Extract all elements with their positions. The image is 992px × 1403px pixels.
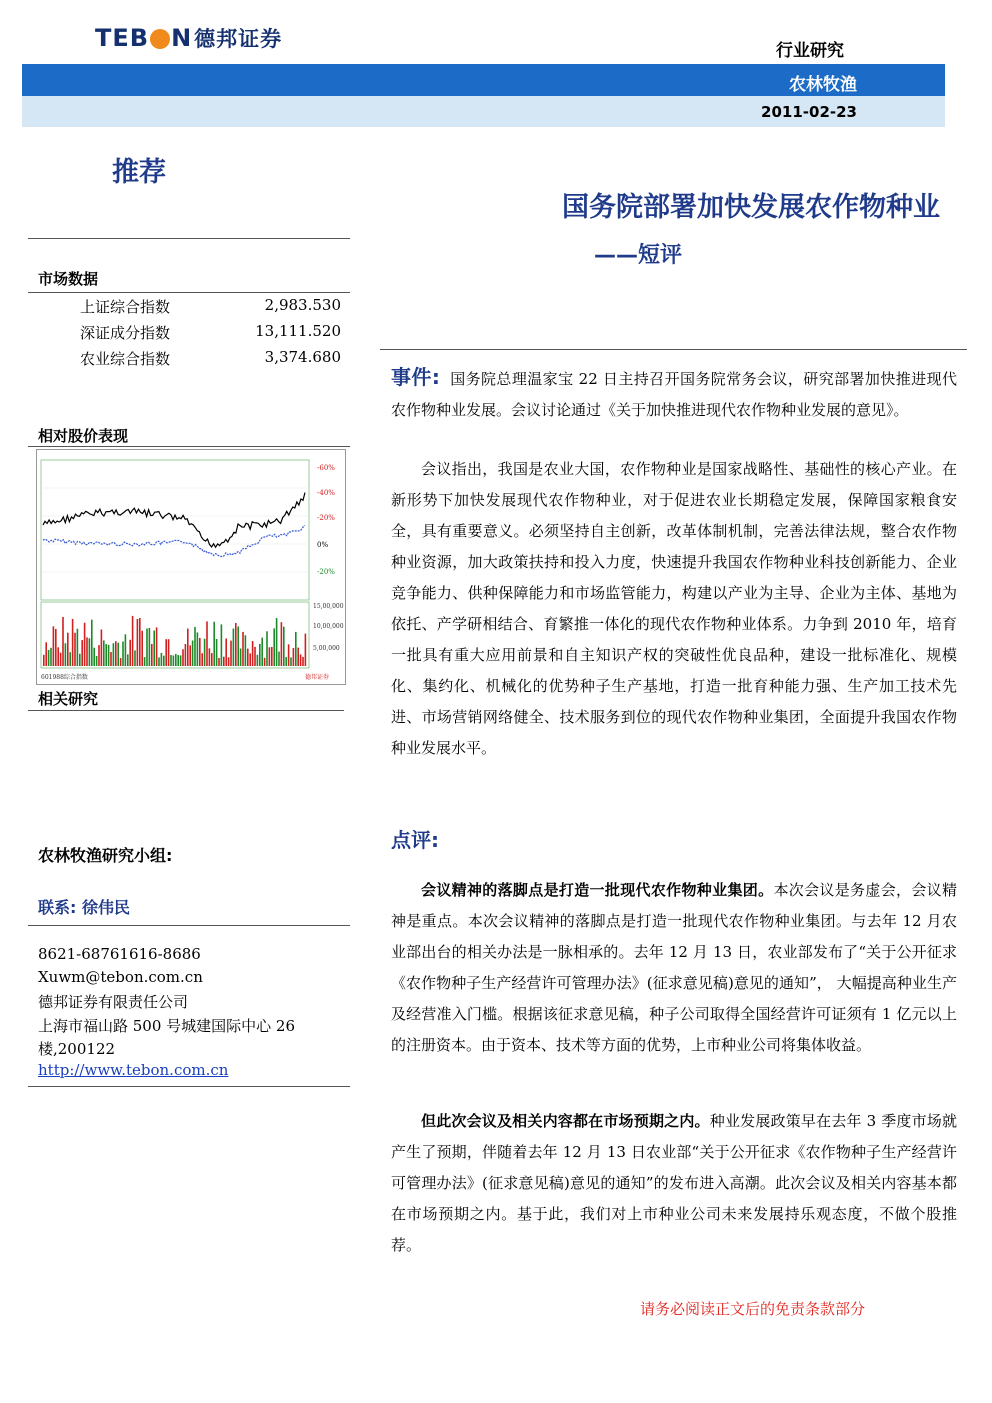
volume-bar — [249, 653, 251, 666]
logo-text-1: TEB — [95, 24, 150, 52]
right-label-5: -20% — [317, 568, 335, 576]
volume-bar — [276, 618, 278, 666]
event-label: 事件: — [391, 365, 440, 389]
divider — [28, 446, 350, 447]
volume-bar — [233, 629, 235, 667]
stock-chart — [36, 449, 346, 685]
volume-bar — [113, 643, 115, 666]
volume-bar — [43, 655, 45, 666]
volume-bar — [48, 650, 50, 666]
volume-bar — [86, 637, 88, 666]
right-label-2: -40% — [317, 489, 335, 497]
volume-bar — [293, 648, 295, 666]
volume-bar — [242, 632, 244, 666]
volume-bar — [81, 640, 83, 666]
relative-performance-title: 相对股价表现 — [38, 427, 129, 445]
volume-bar — [197, 632, 199, 666]
volume-bar — [45, 642, 47, 666]
volume-bar — [101, 630, 103, 667]
report-type: 行业研究 — [776, 41, 844, 61]
divider — [28, 1086, 350, 1087]
volume-bar — [151, 644, 153, 666]
market-name-sz: 深证成分指数 — [80, 324, 171, 342]
volume-bar — [96, 656, 98, 666]
volume-bar — [161, 653, 163, 666]
volume-bar — [144, 657, 146, 666]
volume-bar — [285, 657, 287, 666]
disclaimer-note: 请务必阅读正文后的免责条款部分 — [640, 1300, 866, 1318]
volume-bar — [125, 634, 127, 666]
volume-bar — [273, 628, 275, 666]
market-value-sh: 2,983.530 — [264, 296, 341, 314]
volume-bar — [187, 629, 189, 666]
volume-bar — [53, 626, 55, 666]
volume-bar — [269, 647, 271, 666]
volume-bar — [185, 644, 187, 666]
comment-paragraph-1 — [391, 875, 957, 1061]
volume-bar — [271, 647, 273, 666]
contact-address: 上海市福山路 500 号城建国际中心 26 — [38, 1017, 296, 1035]
volume-bar — [91, 620, 93, 666]
volume-bar — [211, 653, 213, 666]
divider — [28, 710, 344, 711]
volume-bar — [194, 627, 196, 666]
volume-bar — [192, 641, 194, 667]
volume-bar — [189, 645, 191, 666]
volume-bar — [132, 616, 134, 666]
volume-bar — [77, 629, 79, 666]
volume-bar — [254, 647, 256, 666]
related-research-title: 相关研究 — [38, 690, 99, 708]
right-label-3: -20% — [317, 514, 335, 522]
volume-bar — [55, 629, 57, 666]
tebon-logo — [95, 24, 282, 52]
contact-phone: 8621-68761616-8686 — [38, 945, 201, 963]
comment-2-text: 种业发展政策早在去年 3 季度市场就产生了预期，伴随着去年 12 月 13 日农业部“关于公开征求《农作物种子生产经营许可管理办法》(征求意见稿)意见的通知”的发布进入高潮。此次会议及相关内容基本都在市场预期之内。基于此，我们对上市种业公司未来发展持乐观态度，不做个股推荐。 — [391, 1112, 957, 1254]
volume-bar — [257, 655, 259, 666]
volume-bar — [117, 643, 119, 666]
volume-bar — [103, 640, 105, 666]
volume-bar — [120, 658, 122, 666]
volume-bar — [295, 632, 297, 666]
volume-bar — [213, 622, 215, 666]
market-value-agri: 3,374.680 — [264, 348, 341, 366]
volume-bar — [297, 648, 299, 666]
volume-bar — [302, 657, 304, 666]
report-subtitle: ——短评 — [593, 243, 682, 268]
volume-bar — [115, 641, 117, 666]
comment-1-lead: 会议精神的落脚点是打造一批现代农作物种业集团。 — [421, 881, 774, 899]
volume-bar — [247, 649, 249, 666]
volume-bar — [69, 652, 71, 666]
body-paragraph: 会议指出，我国是农业大国，农作物种业是国家战略性、基础性的核心产业。在新形势下加快发展现代农作物种业，对于促进农业长期稳定发展，保障国家粮食安全，具有重要意义。必须坚持自主创新，改革体制机制，完善法律法规，整合农作物种业资源，加大政策扶持和投入力度，快速提升我国农作物种业科技创新能力、企业竞争能力、供种保障能力和市场监管能力，构建以产业为主导、企业为主体、基地为依托、产学研相结合、育繁推一体化的现代农作物种业体系。力争到 2010 年，培育一批具有重大应用前景和自主知识产权的突破性优良品种，建设一批标准化、规模化、集约化、机械化的优势种子生产基地，打造一批育种能力强、生产加工技术先进、市场营销网络健全、技术服务到位的现代农作物种业集团，全面提升我国农作物种业发展水平。 — [391, 460, 957, 757]
volume-bar — [201, 653, 203, 666]
volume-bar — [252, 641, 254, 666]
chart-bottom-left: 601988综合指数 — [41, 674, 88, 681]
volume-bar — [108, 645, 110, 666]
volume-bar — [259, 644, 261, 666]
volume-bar — [149, 628, 151, 666]
divider — [28, 238, 350, 239]
volume-bar — [79, 654, 81, 666]
market-name-agri: 农业综合指数 — [80, 350, 171, 368]
volume-bar — [67, 633, 69, 666]
event-text: 国务院总理温家宝 22 日主持召开国务院常务会议，研究部署加快推进现代农作物种业发展。会议讨论通过《关于加快推进现代农作物种业发展的意见》。 — [391, 370, 957, 419]
divider — [380, 349, 967, 350]
volume-bar — [72, 619, 74, 666]
volume-bar — [221, 624, 223, 666]
volume-bar — [141, 631, 143, 666]
volume-bar — [288, 644, 290, 666]
volume-bar — [163, 656, 165, 666]
volume-bar — [134, 650, 136, 666]
volume-bar — [129, 640, 131, 666]
volume-bar — [110, 652, 112, 666]
divider — [28, 925, 350, 926]
chart-bottom-right: 德邦证券 — [305, 674, 330, 681]
comment-2-lead: 但此次会议及相关内容都在市场预期之内。 — [421, 1112, 710, 1130]
volume-bar — [158, 657, 160, 666]
volume-bar — [173, 656, 175, 667]
volume-bar — [175, 654, 177, 666]
logo-text-cn: 德邦证券 — [194, 27, 283, 51]
volume-bar — [230, 641, 232, 666]
volume-bar — [240, 649, 242, 667]
right-label-1: -60% — [317, 464, 335, 472]
volume-bar — [305, 634, 307, 666]
report-date: 2011-02-23 — [761, 103, 857, 121]
right-label-4: 0% — [317, 541, 329, 549]
logo-o-icon — [150, 29, 170, 49]
volume-bar — [62, 617, 64, 666]
volume-bar — [122, 642, 124, 667]
volume-bar — [50, 648, 52, 666]
volume-bar — [225, 639, 227, 667]
team-name: 农林牧渔研究小组: — [38, 846, 173, 865]
stock-chart-svg — [37, 450, 345, 684]
market-value-sz: 13,111.520 — [255, 322, 341, 340]
market-name-sh: 上证综合指数 — [80, 298, 171, 316]
volume-bar — [290, 657, 292, 666]
volume-bar — [237, 627, 239, 667]
contact-email: Xuwm@tebon.com.cn — [38, 968, 203, 986]
volume-bar — [209, 648, 211, 666]
website-link[interactable]: http://www.tebon.com.cn — [38, 1061, 229, 1079]
volume-bar — [204, 639, 206, 666]
market-data-title: 市场数据 — [38, 270, 99, 288]
volume-bar — [137, 619, 139, 666]
volume-bar — [153, 631, 155, 667]
volume-bar — [165, 639, 167, 666]
volume-bar — [168, 639, 170, 666]
contact-address-2: 楼,200122 — [38, 1040, 116, 1058]
sector-band — [22, 64, 945, 96]
volume-bar — [278, 652, 280, 666]
volume-bar — [89, 638, 91, 666]
vol-label-3: 5,00,000 — [313, 645, 340, 652]
volume-bar — [180, 655, 182, 666]
vol-label-1: 15,00,000 — [313, 603, 344, 610]
volume-bar — [84, 623, 86, 666]
volume-bar — [235, 623, 237, 666]
volume-bar — [218, 658, 220, 666]
volume-bar — [206, 621, 208, 666]
volume-bar — [199, 638, 201, 666]
volume-bar — [228, 657, 230, 666]
volume-bar — [281, 622, 283, 666]
volume-bar — [74, 633, 76, 666]
volume-bar — [300, 654, 302, 666]
price-panel — [41, 460, 309, 600]
volume-bar — [93, 648, 95, 666]
comment-label: 点评: — [391, 828, 439, 852]
volume-bar — [283, 627, 285, 666]
volume-bar — [245, 635, 247, 666]
volume-bar — [98, 645, 100, 666]
event-paragraph — [391, 362, 957, 426]
contact-label: 联系: 徐伟民 — [38, 898, 130, 917]
report-title: 国务院部署加快发展农作物种业 — [562, 192, 940, 223]
vol-label-2: 10,00,000 — [313, 623, 344, 630]
volume-bar — [182, 649, 184, 666]
volume-bar — [177, 655, 179, 666]
volume-bar — [127, 654, 129, 666]
volume-bar — [146, 629, 148, 667]
contact-company: 德邦证券有限责任公司 — [38, 993, 189, 1011]
volume-bar — [264, 658, 266, 666]
volume-bar — [216, 639, 218, 666]
logo-text-2: N — [171, 24, 193, 52]
volume-bar — [139, 618, 141, 666]
volume-bar — [105, 644, 107, 666]
volume-bar — [266, 631, 268, 666]
rating: 推荐 — [112, 157, 166, 188]
volume-bar — [261, 638, 263, 666]
comment-1-text: 本次会议是务虚会，会议精神是重点。本次会议精神的落脚点是打造一批现代农作物种业集团。与去年 12 月农业部出台的相关办法是一脉相承的。去年 12 月 13 日，农业部发布了“关于公开征求《农作物种子生产经营许可管理办法》(征求意见稿)意见的通知”， 大幅提高种业生产及经营准入门槛。根据该征求意见稿，种子公司取得全国经营许可证须有 1 亿元以上的注册资本。由于资本、技术等方面的优势，上市种业公司将集体收益。 — [391, 881, 957, 1054]
sector-label: 农林牧渔 — [789, 75, 857, 95]
volume-bar — [156, 627, 158, 666]
volume-bar — [65, 643, 67, 666]
date-band — [22, 96, 945, 127]
divider — [28, 292, 350, 293]
comment-paragraph-2 — [391, 1106, 957, 1261]
volume-bar — [223, 657, 225, 666]
volume-bar — [60, 653, 62, 666]
volume-bar — [170, 655, 172, 666]
volume-bar — [57, 647, 59, 666]
